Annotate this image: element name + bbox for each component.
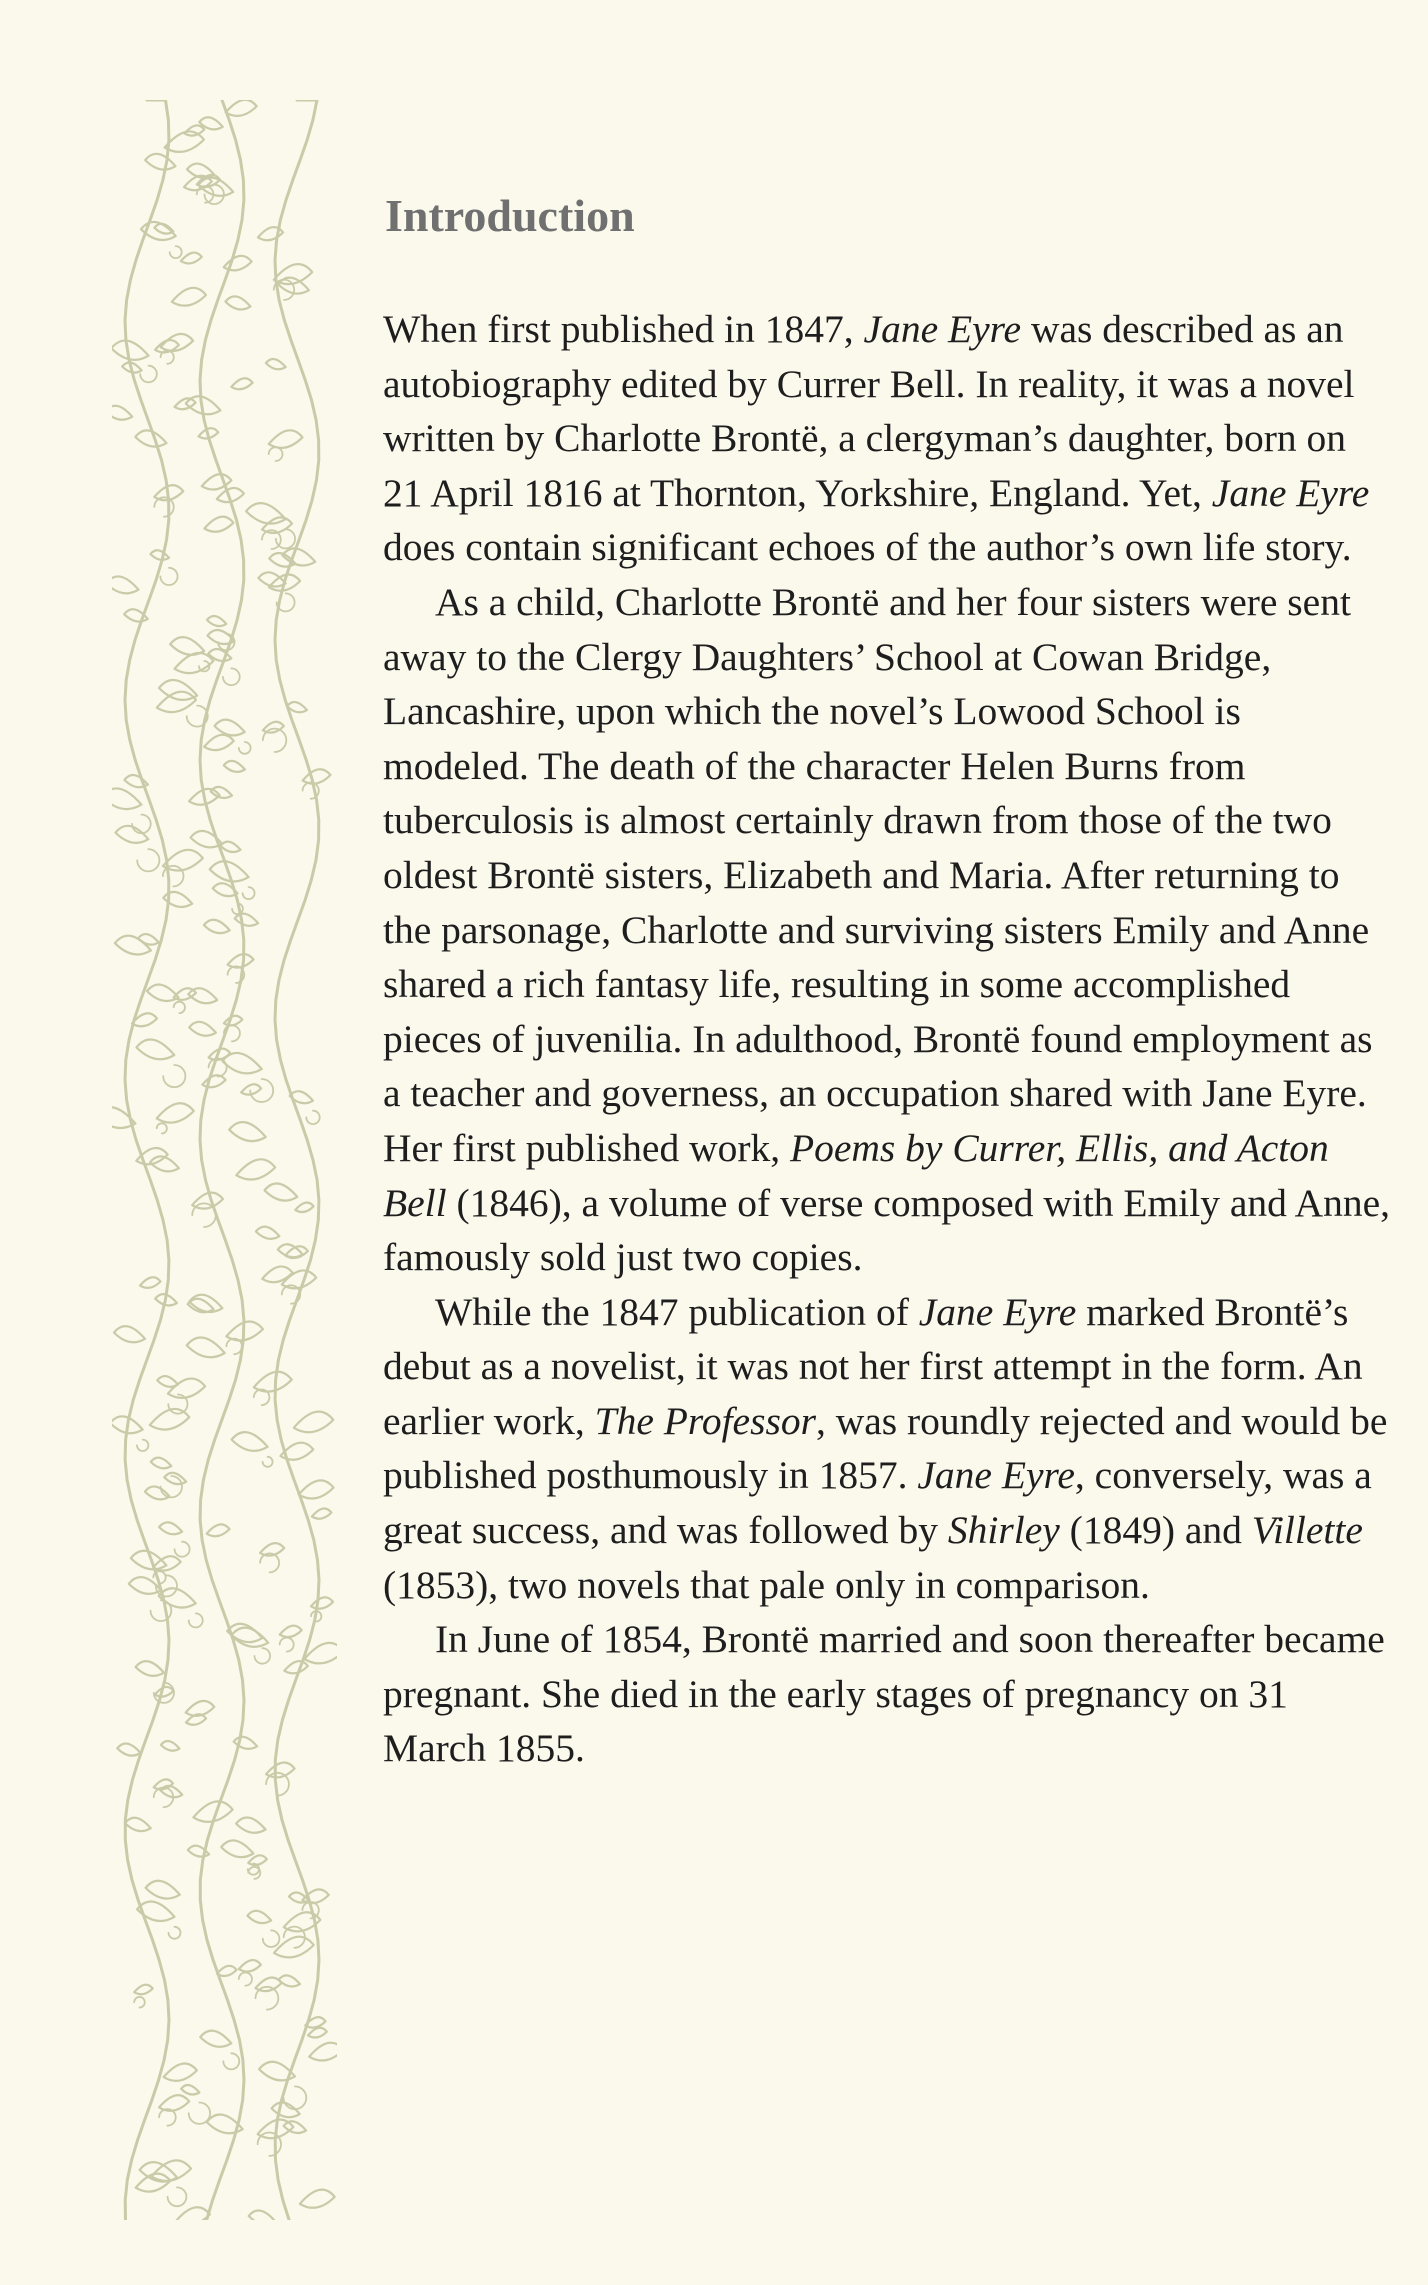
text-run: marked Brontë’s debut as a novelist, it was not her first attempt in the form. An earlier work, [383, 1289, 1363, 1443]
italic-title: The Professor [594, 1398, 816, 1443]
italic-title: Jane Eyre [917, 1453, 1075, 1498]
text-run: , was roundly rejected and would be published posthumously in 1857. [383, 1398, 1388, 1498]
italic-title: Jane Eyre [918, 1289, 1077, 1334]
italic-title: Poems by Currer, Ellis, and Acton Bell [383, 1125, 1329, 1225]
text-run: does contain significant echoes of the author’s own life story. [383, 525, 1352, 570]
paragraph [383, 1285, 1393, 1613]
floral-vine-icon [112, 100, 337, 2220]
text-run: was described as an autobiography edited by Currer Bell. In reality, it was a novel written by Charlotte Brontë, a clergyman’s daughter, born on 21 April 1816 at Thornton, Yorkshire, England. Yet, [383, 307, 1355, 515]
text-run: As a child, Charlotte Brontë and her four sisters were sent away to the Clergy Daughters’ School at Cowan Bridge, Lancashire, upon which the novel’s Lowood School is modeled. The death of the character Helen Burns from tuberculosis is almost certainly drawn from those of the two oldest Brontë sisters, Elizabeth and Maria. After returning to the parsonage, Charlotte and surviving sisters Emily and Anne shared a rich fantasy life, resulting in some accomplished pieces of juvenilia. In adulthood, Brontë found employment as a teacher and governess, an occupation shared with Jane Eyre. Her first published work, [383, 579, 1373, 1170]
text-run: (1853), two novels that pale only in comparison. [383, 1562, 1150, 1607]
italic-title: Jane Eyre [1211, 470, 1370, 515]
floral-border-decoration [112, 100, 337, 2220]
paragraph [383, 302, 1393, 575]
text-run: When first published in 1847, [383, 307, 864, 351]
paragraph [383, 575, 1393, 1285]
paragraph [383, 1612, 1393, 1776]
text-run: In June of 1854, Brontë married and soon thereafter became pregnant. She died in the early stages of pregnancy on 31 March 1855. [383, 1617, 1385, 1771]
italic-title: Jane Eyre [863, 307, 1022, 351]
italic-title: Shirley [947, 1508, 1060, 1553]
body-text [383, 302, 1393, 1776]
page-title: Introduction [385, 190, 635, 241]
italic-title: Villette [1251, 1508, 1363, 1553]
text-run: While the 1847 publication of [435, 1289, 919, 1334]
text-run: (1846), a volume of verse composed with Emily and Anne, famously sold just two copies. [383, 1180, 1391, 1280]
text-run: , conversely, was a great success, and was followed by [383, 1453, 1372, 1553]
text-run: (1849) and [1059, 1508, 1252, 1553]
